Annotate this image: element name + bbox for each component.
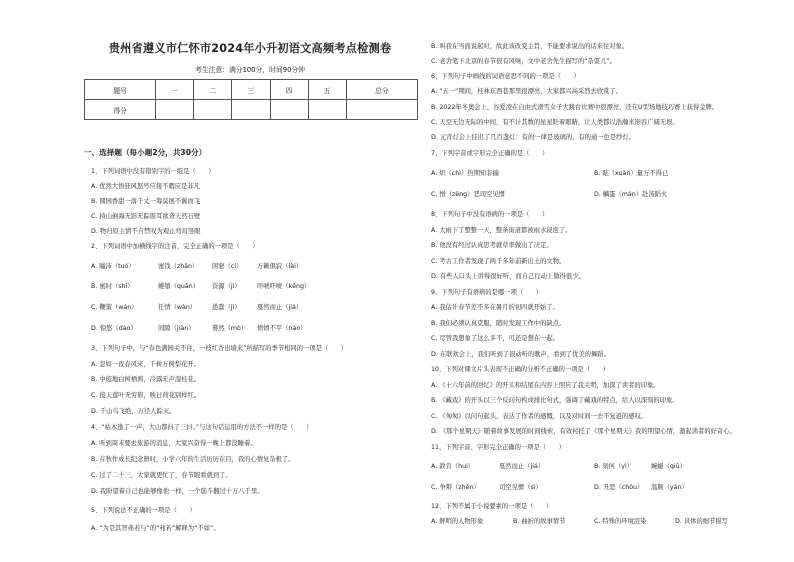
q11-option-row [431, 463, 761, 471]
question-line: 3、下列句子中，与“春色满园关不住，一枝红杏出墙来”所描写的季节相同的一项是（ ） [91, 345, 348, 352]
option-item: 资源（jì） [212, 283, 241, 290]
q12-option-row [431, 518, 761, 526]
option-item: 万籁俱寂（lài） [257, 263, 303, 270]
exam-note: 考生注意：满分100分，时间90分钟 [195, 66, 305, 74]
option-line: B. 在秋作成长纪念册时，小学六年的生活历历在目，我的心情复杂极了。 [91, 456, 295, 463]
option-item: C. 憎（zēng）恶司空见惯 [431, 191, 505, 198]
score-table-score-row [85, 100, 418, 120]
option-item: C. 特殊的环境渲染 [594, 518, 647, 525]
score-cell [346, 100, 417, 120]
option-item: D. 具体的细节描写 [675, 518, 728, 525]
question-line: 6、下列句子中画线的词语意思不同的一项是（ ） [431, 73, 580, 80]
option-item: B. 蜜时（shí） [91, 283, 134, 290]
option-item: C. 鞭策（wán） [91, 304, 138, 311]
option-line: D. 物归原主情不自禁叹为观止弯眉竖眼 [91, 228, 201, 235]
option-line: C. 尽管我想象了这么多不，可还是想在一起。 [431, 335, 560, 342]
option-item: 蜿蜒（qiū） [651, 463, 686, 470]
score-cell [308, 100, 346, 120]
option-line: D. 《那个星期天》随着故事发展的时间线索，有效衬托了《那个星期天》我的期望心情，激起读者的好奇心。 [431, 428, 736, 435]
score-cell [270, 100, 308, 120]
option-line: B. 他没有经过认真思考就草率做出了决定。 [431, 242, 553, 249]
option-line: D. 元宵灯会上挂出了几百盏灯：有的一律是玻璃的，有的通一色是纱灯。 [431, 134, 636, 141]
option-item: D. 麟蛋（mán）赴汤蹈火 [594, 191, 668, 198]
option-line: A. 我估计春节差不多在暑月的初四就开始了。 [431, 304, 559, 311]
option-item: D. 惊悠（dào） [91, 325, 137, 332]
score-row-label: 得分 [85, 100, 156, 120]
option-line: C. 考古工作者发现了两千多年前新出土的文物。 [431, 258, 566, 265]
option-item: C. 争辩（zhēn） [431, 484, 480, 491]
option-line: D. 在联欢会上，我们听到了很动听的歌声，看到了优美的舞蹈。 [431, 351, 610, 358]
option-line: B. 圆园香甜一落千丈一筹莫展不翼而飞 [91, 198, 201, 205]
option-line: B. 《藏戏》的开头以三个反问句构成排比句式，强调了藏戏的特点，给人以深刻的印象。 [431, 397, 679, 404]
question-line: 10、下列对课文片头表现不正确的分析不正确的一项是（ ） [431, 366, 610, 373]
option-line: B. 叫我在当面说起时，故此该改变主旨，不能要求说出的话来往对象。 [431, 43, 629, 50]
option-line: C. 老舍笔下北京的春节很有风味，文中老舍先生描写的“杂耍儿”。 [431, 58, 616, 65]
option-line: D. 有些人口头上讲得很好听，而自己行动上做得很少。 [431, 273, 585, 280]
option-line: A. 听到周末要去旅游的消息，大家兴奋得一晚上都没睡着。 [91, 440, 257, 447]
question-line: 12、下列不属于小说要素的一项是（ ） [431, 503, 553, 510]
option-item: 温顺（yán） [651, 484, 688, 491]
option-line: A. “五一”期间，桂林东西巷那里很漂亮，大家都兴高采烈去欣赏了。 [431, 88, 623, 95]
option-line: A. 《十六年前的回忆》的开头和结尾在内容上照应了我关明，加深了读者的印象。 [431, 382, 660, 389]
option-item: A. 敦肯（hui） [431, 463, 475, 470]
q2-option-row [91, 325, 421, 333]
q7-option-row [431, 191, 761, 199]
score-cell [232, 100, 270, 120]
option-item: 蜷缩（quān） [158, 283, 200, 290]
option-line: A. “为是其智弗若与”的“弗若”解释为“不如”。 [91, 525, 220, 532]
section-heading: 一、选择题（每小题2分，共30分） [84, 148, 207, 157]
option-item: 戛然而止（jiá） [499, 463, 545, 470]
score-header-cell: 三 [232, 80, 270, 100]
option-line: C. 天空无边无际的中间，有不计其数的星星眨着眼睛，让人类都以浩瀚来形容广阔无垠。 [431, 119, 679, 126]
option-item: 任情（wàn） [158, 304, 197, 311]
option-item: 蓦然（mò） [212, 325, 248, 332]
question-line: 9、下列句子有语病的是哪一项（ ） [431, 289, 543, 296]
option-line: B. 2022年冬奥会上，谷爱凌在自由式滑雪女子大跳台比赛中很漂亮，还在U型场地技巧赛上获得金牌。 [431, 104, 719, 111]
option-item: 吓唬吓唬（kēng） [257, 283, 311, 290]
option-line: A. 大雨下了整整一天，整条街道都被雨水浸泡了。 [431, 227, 572, 234]
question-line: 1、下列词语中没有错别字的一组是（ ） [91, 168, 215, 175]
score-header-cell: 一 [156, 80, 194, 100]
option-item: A. 瞳沛（tuó） [91, 263, 135, 270]
q2-option-row [91, 263, 421, 271]
question-line: 2、下列词语中加横线字的注音，完全正确的一项是（ ） [91, 243, 259, 250]
option-line: C. 过了二十三，大家就更忙了，春节眼看就到了。 [91, 472, 232, 479]
option-item: B. 曲折的故事情节 [513, 518, 566, 525]
score-header-cell: 题号 [85, 80, 156, 100]
option-item: A. 炽（chì）热期知非揣 [431, 170, 499, 177]
question-line: 8、下列句子中没有语病的一项是（ ） [431, 211, 549, 218]
option-line: A. 忽如一夜春风来，千树万树梨花开。 [91, 361, 200, 368]
score-header-cell: 总分 [346, 80, 417, 100]
option-item: 戛然而止（jiá） [257, 304, 303, 311]
question-line: 4、“枯木逢了一声，大山都抖了三抖。”与这句话运用的方法不一样的是（ ） [91, 424, 313, 431]
option-item: 愤愤不平（nào） [257, 325, 307, 332]
score-header-cell: 五 [308, 80, 346, 100]
q11-option-row [431, 484, 761, 492]
q2-option-row [91, 304, 421, 312]
score-table-header-row [85, 80, 418, 100]
score-header-cell: 二 [194, 80, 232, 100]
option-line: B. 中庭地白树栖鸦，冷露无声湿桂花。 [91, 376, 201, 383]
question-line: 7、下列字音或字形完全正确的是（ ） [431, 150, 549, 157]
score-cell [156, 100, 194, 120]
option-item: D. 丑恶（chǒu） [594, 484, 644, 491]
option-line: A. 优然大悟狂风怒号应接不暇应是非凡 [91, 183, 200, 190]
option-item: B. 眩（xuàn）量万不得已 [594, 170, 669, 177]
option-line: C. 接天莲叶无穷碧，映日荷花别样红。 [91, 392, 201, 399]
option-line: C. 《匆匆》以问句起头，表达了作者的感慨，以及对时间一去不复返的感叹。 [431, 413, 648, 420]
option-item: 蜜饯（zhān） [158, 263, 199, 270]
option-line: C. 持山倒海无影无踪震耳欲聋天然石壁 [91, 213, 201, 220]
option-line: D. 我盼望着自己也能够像他一样，一个筋斗翻过十万八千里。 [91, 488, 264, 495]
option-item: 间隙（jiàn） [158, 325, 195, 332]
exam-title: 贵州省遵义市仁怀市2024年小升初语文高频考点检测卷 [108, 42, 392, 55]
question-line: 5、下列说法不正确的一项是（ ） [91, 507, 196, 514]
score-table [84, 79, 418, 120]
q7-option-row [431, 170, 761, 178]
option-item: 愚蠢（jì） [212, 304, 241, 311]
option-item: 司空见惯（sì） [499, 484, 542, 491]
question-line: 11、下列字音、字形完全正确的一项是（ ） [431, 444, 565, 451]
option-item: B. 刻何（yì） [594, 463, 633, 470]
option-line: B. 我们必须认真克服，随时发现工作中的缺点。 [431, 320, 566, 327]
score-header-cell: 四 [270, 80, 308, 100]
score-cell [194, 100, 232, 120]
q2-option-row [91, 283, 421, 291]
option-item: A. 鲜明的人物形象 [431, 518, 484, 525]
option-item: 困窘（cí） [212, 263, 243, 270]
option-line: D. 千山鸟飞绝，万径人踪灭。 [91, 408, 176, 415]
